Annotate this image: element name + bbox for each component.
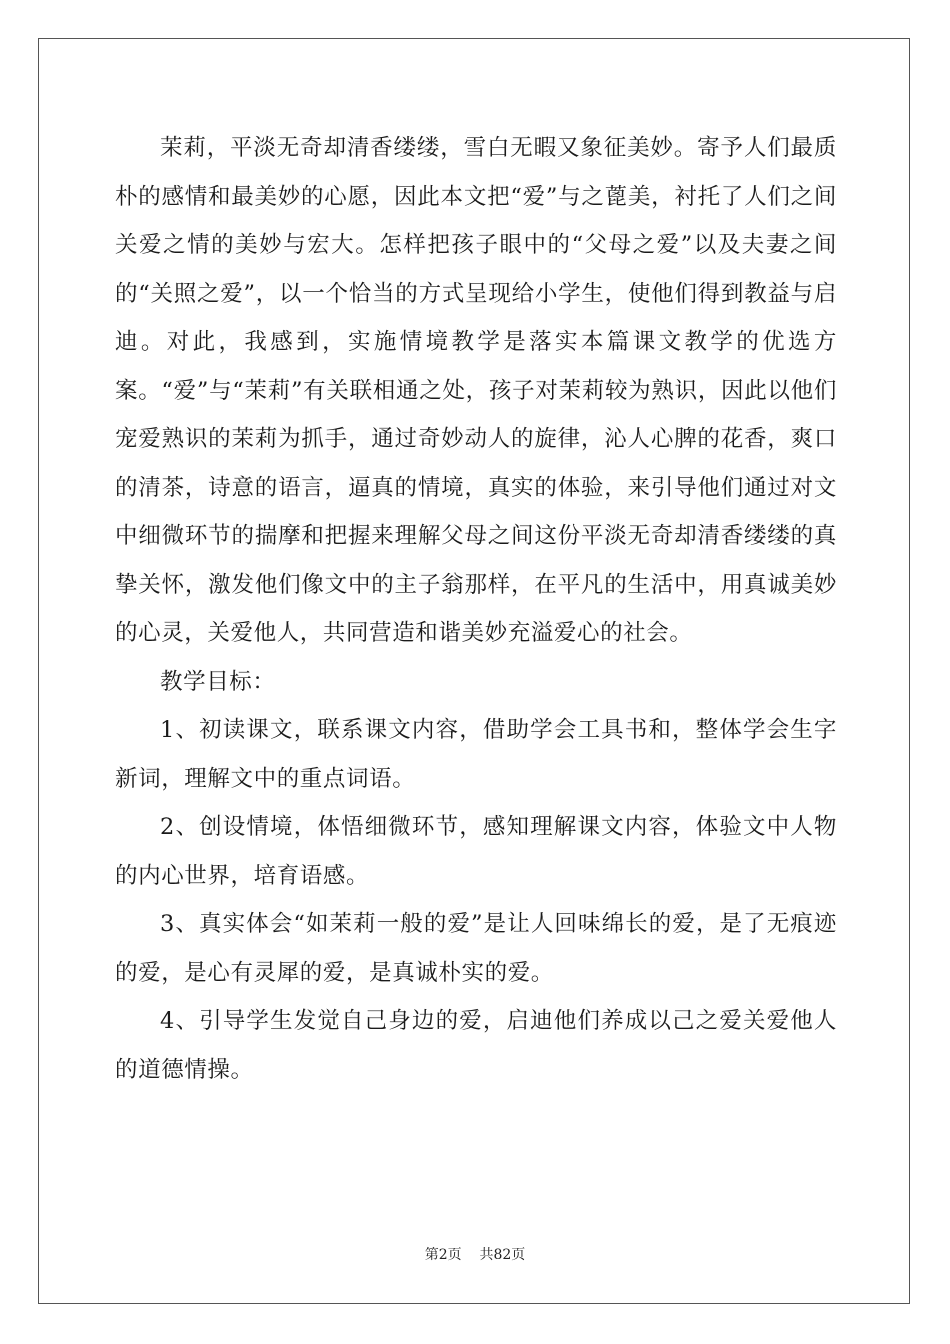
- paragraph-objective-2: 2、创设情境，体悟细微环节，感知理解课文内容，体验文中人物的内心世界，培育语感。: [115, 814, 837, 889]
- paragraph-objective-4: 4、引导学生发觉自己身边的爱，启迪他们养成以己之爱关爱他人的道德情操。: [115, 1008, 837, 1083]
- page-total: 共82页: [479, 1247, 526, 1263]
- paragraph-objective-3: 3、真实体会“如茉莉一般的爱”是让人回味绵长的爱，是了无痕迹的爱，是心有灵犀的爱，是真诚朴实的爱。: [115, 911, 837, 986]
- paragraph-objective-1: 1、初读课文，联系课文内容，借助学会工具书和，整体学会生字新词，理解文中的重点词语。: [115, 717, 837, 792]
- document-body: [115, 124, 837, 1094]
- paragraph-objectives-heading: 教学目标：: [160, 668, 276, 695]
- paragraph-intro: 茉莉，平淡无奇却清香缕缕，雪白无暇又象征美妙。寄予人们最质朴的感情和最美妙的心愿，因此本文把“爱”与之蓖美，衬托了人们之间关爱之情的美妙与宏大。怎样把孩子眼中的“父母之爱”以及夫妻之间的“关照之爱”，以一个恰当的方式呈现给小学生，使他们得到教益与启迪。对此，我感到，实施情境教学是落实本篇课文教学的优选方案。“爱”与“茉莉”有关联相通之处，孩子对茉莉较为熟识，因此以他们宠爱熟识的茉莉为抓手，通过奇妙动人的旋律，沁人心脾的花香，爽口的清茶，诗意的语言，逼真的情境，真实的体验，来引导他们通过对文中细微环节的揣摩和把握来理解父母之间这份平淡无奇却清香缕缕的真挚关怀，激发他们像文中的主子翁那样，在平凡的生活中，用真诚美妙的心灵，关爱他人，共同营造和谐美妙充溢爱心的社会。: [115, 135, 837, 646]
- page-footer: [0, 1244, 950, 1264]
- page-number: 第2页: [424, 1247, 462, 1263]
